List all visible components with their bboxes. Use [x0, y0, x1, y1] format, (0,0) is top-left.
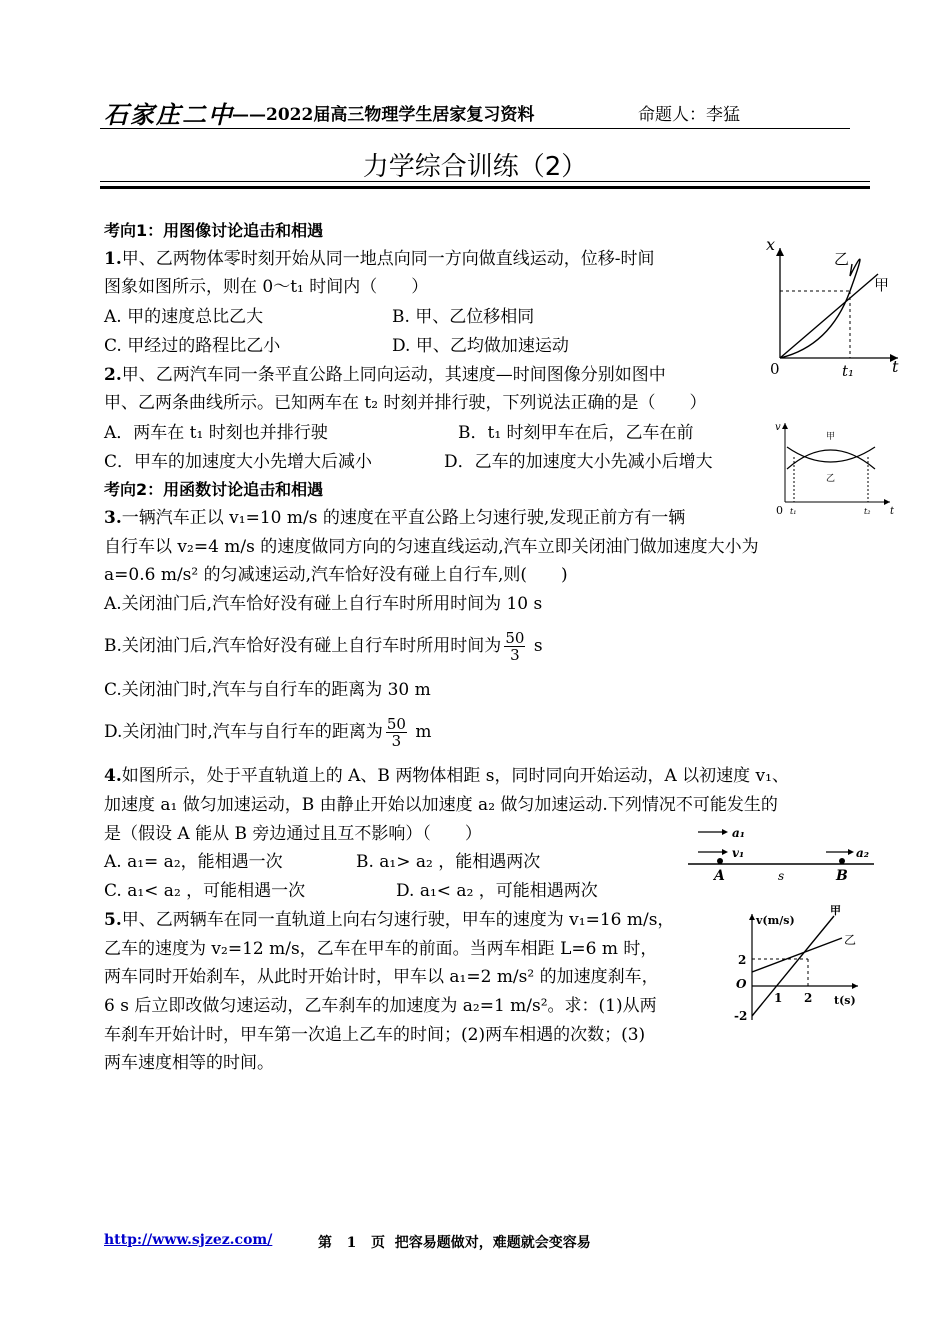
- q3-b-unit: s: [533, 636, 543, 656]
- q4-a2-label: a₂: [856, 846, 870, 860]
- q5-line3: 两车同时开始刹车，从此时开始计时，甲车以 a₁=2 m/s² 的加速度刹车，: [104, 967, 659, 987]
- header-rule: [100, 128, 850, 129]
- q4-s-label: s: [778, 869, 785, 883]
- q4-text1: 如图所示，处于平直轨道上的 A、B 两物体相距 s，同时同向开始运动，A 以初速度 v₁、: [121, 766, 789, 786]
- q4-option-d: D. a₁< a₂ ，可能相遇两次: [396, 881, 598, 901]
- section1-heading: 考向1：用图像讨论追击和相遇: [104, 221, 324, 240]
- q4-track-diagram: [686, 824, 878, 884]
- q3-line2: 自行车以 v₂=4 m/s 的速度做同方向的匀速直线运动,汽车立即关闭油门做加速度大小为: [104, 537, 759, 557]
- q5-vt-graph: [730, 902, 870, 1027]
- q2-t2-label: t₂: [864, 507, 871, 516]
- q3-d-unit: m: [415, 722, 432, 742]
- q3-line1: [104, 508, 685, 528]
- q1-origin: 0: [770, 360, 780, 378]
- q2-label-jia: 甲: [826, 432, 836, 442]
- school-name: 石家庄二中: [104, 100, 234, 129]
- q5-origin: O: [736, 977, 747, 991]
- q2-option-d: D．乙车的加速度大小先减小后增大: [444, 452, 713, 472]
- q3-option-c: C.关闭油门时,汽车与自行车的距离为 30 m: [104, 680, 431, 700]
- title-rule-thick: [100, 186, 870, 189]
- q4-object-b: [839, 858, 845, 864]
- footer-motto: 把容易题做对，难题就会变容易: [394, 1235, 591, 1251]
- q3-d-numerator: 50: [386, 715, 406, 733]
- q5-line6: 两车速度相等的时间。: [104, 1053, 274, 1073]
- q2-option-c: C．甲车的加速度大小先增大后减小: [104, 452, 373, 472]
- q1-line1: [104, 249, 655, 269]
- q4-object-a: [717, 858, 723, 864]
- q2-option-b: B．t₁ 时刻甲车在后，乙车在前: [458, 423, 694, 443]
- section2-heading: 考向2：用函数讨论追击和相遇: [104, 480, 324, 499]
- q3-option-d-text: D.关闭油门时,汽车与自行车的距离为: [104, 722, 383, 742]
- q5-tick-v2: 2: [738, 953, 747, 967]
- q4-v1-label: v₁: [732, 846, 745, 860]
- q2-label-yi: 乙: [826, 474, 836, 484]
- q2-number: 2.: [104, 365, 122, 385]
- q5-tick-t2: 2: [804, 991, 813, 1005]
- q1-curve-yi: [780, 259, 860, 358]
- q1-option-d: D. 甲、乙均做加速运动: [392, 336, 569, 356]
- page-title: 力学综合训练（2）: [362, 152, 588, 182]
- q4-a1-label: a₁: [732, 826, 746, 840]
- q1-number: 1.: [104, 249, 122, 269]
- q2-line2: 甲、乙两条曲线所示。已知两车在 t₂ 时刻并排行驶，下列说法正确的是（ ）: [104, 393, 707, 413]
- q4-option-b: B. a₁> a₂ ，能相遇两次: [356, 852, 541, 872]
- q1-line-jia: [780, 274, 878, 358]
- q5-tick-vm2: -2: [734, 1009, 748, 1023]
- q4-number: 4.: [104, 766, 122, 786]
- q2-curve-jia: [787, 450, 875, 469]
- q1-t1-label: t₁: [842, 362, 855, 380]
- series-title: ——2022届高三物理学生居家复习资料: [232, 105, 535, 125]
- q3-option-b: [104, 628, 543, 664]
- q1-x-label: x: [766, 236, 776, 254]
- q3-d-denominator: 3: [391, 732, 402, 750]
- q4-line1: [104, 766, 789, 786]
- q3-line3: a=0.6 m/s² 的匀减速运动,汽车恰好没有碰上自行车,则( ): [104, 565, 568, 585]
- q2-vt-graph: [770, 417, 900, 522]
- q5-line5: 车刹车开始计时，甲车第一次追上乙车的时间；(2)两车相遇的次数；(3): [104, 1025, 646, 1045]
- q2-line1: [104, 365, 666, 385]
- q5-line-yi: [752, 938, 842, 972]
- q4-b-label: B: [836, 868, 848, 884]
- q5-number: 5.: [104, 910, 122, 930]
- q2-t-label: t: [890, 506, 895, 517]
- q1-t-label: t: [892, 357, 899, 376]
- q2-text1: 甲、乙两汽车同一条平直公路上同向运动，其速度—时间图像分别如图中: [121, 365, 666, 385]
- q3-number: 3.: [104, 508, 122, 528]
- footer-page-info: [318, 1232, 591, 1252]
- q5-label-yi: 乙: [844, 933, 857, 947]
- q5-label-jia: 甲: [830, 904, 841, 917]
- q3-option-b-text: B.关闭油门后,汽车恰好没有碰上自行车时所用时间为: [104, 636, 502, 656]
- footer-page-suffix: 页: [371, 1235, 385, 1251]
- q1-label-jia: 甲: [874, 276, 890, 294]
- q4-a-label: A: [714, 868, 725, 884]
- q1-option-b: B. 甲、乙位移相同: [392, 307, 535, 327]
- q1-line2: 图象如图所示，则在 0～t₁ 时间内（ ）: [104, 277, 429, 297]
- q1-label-yi: 乙: [834, 250, 850, 268]
- q3-b-numerator: 50: [505, 629, 525, 647]
- q1-option-c: C. 甲经过的路程比乙小: [104, 336, 281, 356]
- q4-line3: 是（假设 A 能从 B 旁边通过且互不影响）（ ）: [104, 824, 482, 844]
- q2-option-a: A．两车在 t₁ 时刻也并排行驶: [104, 423, 328, 443]
- q4-option-a: A. a₁= a₂，能相遇一次: [104, 852, 283, 872]
- q5-text1: 甲、乙两辆车在同一直轨道上向右匀速行驶，甲车的速度为 v₁=16 m/s，: [121, 910, 675, 930]
- title-rule-thin: [100, 181, 870, 182]
- q3-option-b-fraction: [504, 630, 525, 663]
- q5-t-label: t(s): [834, 994, 856, 1007]
- q5-tick-t1: 1: [774, 991, 783, 1005]
- q1-text1: 甲、乙两物体零时刻开始从同一地点向同一方向做直线运动，位移-时间: [121, 249, 655, 269]
- q1-xt-graph: [760, 236, 910, 381]
- q3-option-d: [104, 714, 431, 750]
- footer-link[interactable]: http://www.sjzez.com/: [104, 1232, 273, 1248]
- q3-option-a: A.关闭油门后,汽车恰好没有碰上自行车时所用时间为 10 s: [104, 594, 543, 614]
- author: 命题人：李猛: [638, 105, 740, 125]
- q3-option-d-fraction: [386, 716, 407, 749]
- q5-line4: 6 s 后立即改做匀速运动，乙车刹车的加速度为 a₂=1 m/s²。求：(1)从两: [104, 996, 657, 1016]
- q5-v-label: v(m/s): [756, 914, 795, 927]
- q4-line2: 加速度 a₁ 做匀加速运动，B 由静止开始以加速度 a₂ 做匀加速运动.下列情况不可能发生的: [104, 795, 778, 815]
- q1-option-a: A. 甲的速度总比乙大: [104, 307, 264, 327]
- footer-page-prefix: 第: [318, 1235, 332, 1251]
- q4-option-c: C. a₁< a₂ ，可能相遇一次: [104, 881, 306, 901]
- q2-origin: 0: [776, 504, 783, 517]
- q3-b-denominator: 3: [510, 646, 520, 664]
- q5-line-jia: [752, 916, 834, 1016]
- q5-line2: 乙车的速度为 v₂=12 m/s，乙车在甲车的前面。当两车相距 L=6 m 时，: [104, 939, 658, 959]
- q2-t1-label: t₁: [790, 507, 797, 516]
- q2-v-label: v: [775, 422, 781, 433]
- q5-line1: [104, 910, 674, 930]
- q3-text1: 一辆汽车正以 v₁=10 m/s 的速度在平直公路上匀速行驶,发现正前方有一辆: [121, 508, 686, 528]
- footer-page-number: 1: [346, 1235, 357, 1251]
